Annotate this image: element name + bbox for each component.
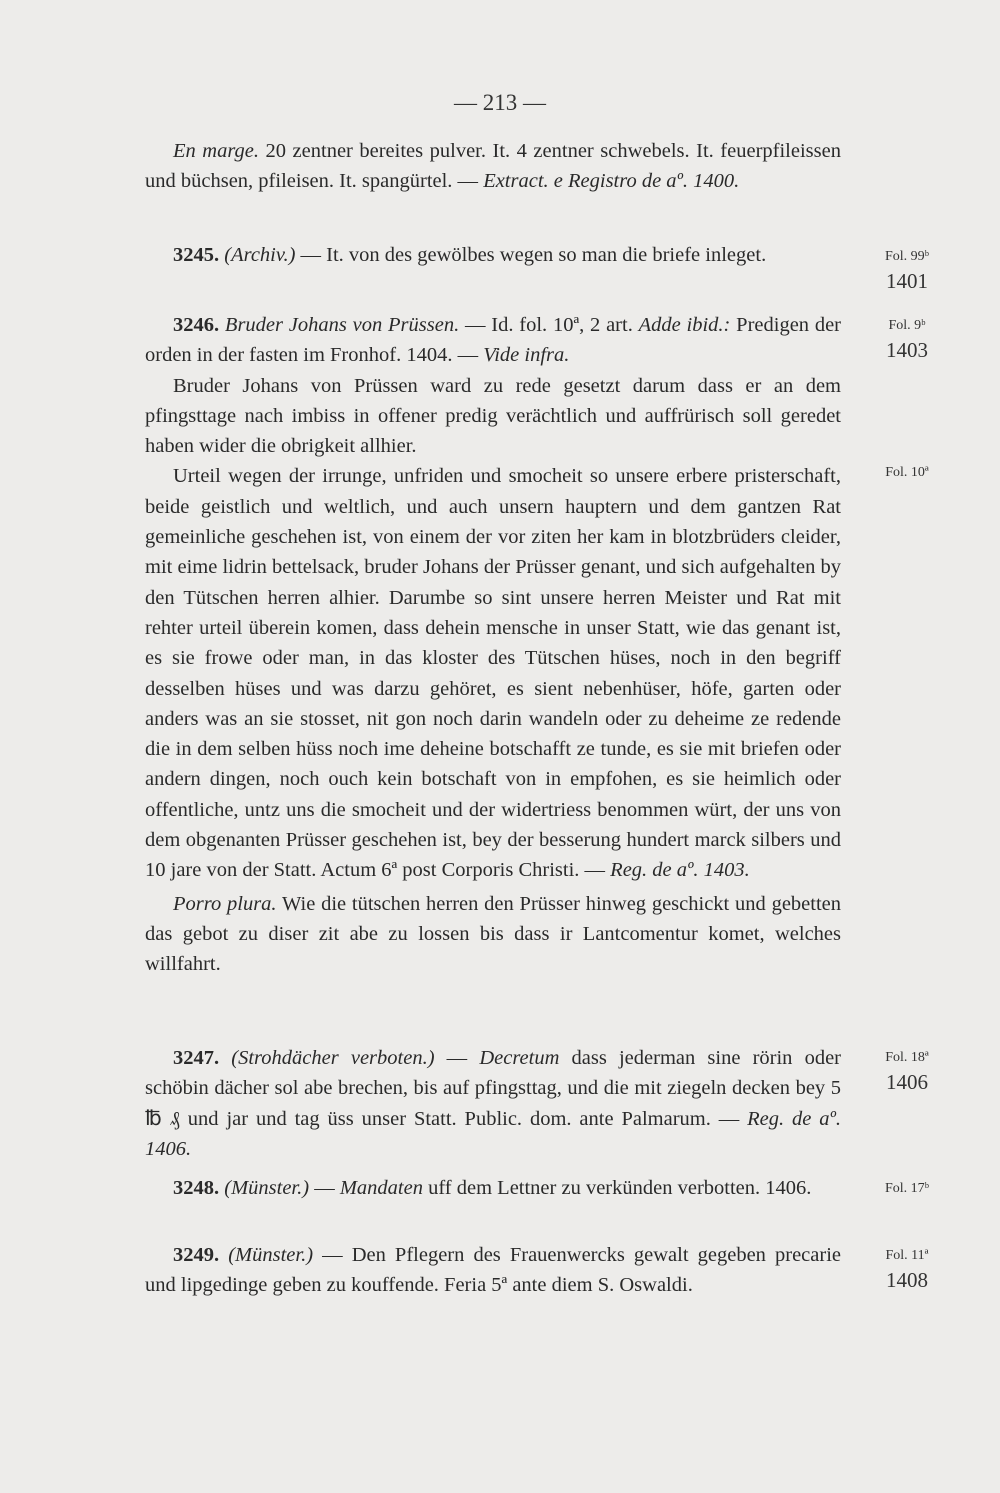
margin-note-3248 (852, 1181, 962, 1197)
year-note: 1406 (886, 1070, 928, 1094)
folio-ref: Fol. 99ᵇ (884, 249, 929, 264)
entry-title: (Münster.) (228, 1244, 314, 1266)
entry-title: (Münster.) (224, 1177, 310, 1199)
year-note: 1401 (886, 269, 928, 293)
entry-body: dass jederman sine rörin oder schöbin dächer sol abe brechen, bis auf pfingsttag, und die mit ziegeln decken bey 5 ℔ ₰ und jar und tag üss unser Statt. Public. dom. ante Palmarum. — (145, 1047, 841, 1130)
entry-number: 3248. (173, 1177, 220, 1199)
entry-3245-text (145, 240, 841, 270)
entry-title: (Strohdächer verboten.) (231, 1047, 435, 1069)
entry-source: Reg. de aº. 1406. (145, 1107, 842, 1160)
entry-3246-para2: Bruder Johans von Prüssen ward zu rede gesetzt darum dass er an dem pfingsttage nach imbiss in offener predig verächtlich und auffrürisch soll geredet haben wider die obrigkeit allhier. (145, 374, 841, 458)
entry-number: 3249. (173, 1244, 220, 1266)
mandaten-word: Mandaten (339, 1177, 423, 1199)
margin-note-3246-b (852, 465, 962, 481)
porro-text: Wie die tütschen herren den Prüsser hinweg geschickt und gebetten das gebot zu diser zit abe zu lossen bis dass ir Lantcomentur komet, welches willfahrt. (145, 892, 842, 976)
entry-number: 3247. (173, 1047, 220, 1069)
folio-ref: Fol. 17ᵇ (884, 1181, 929, 1196)
margin-note-3247 (852, 1050, 962, 1094)
entry-body: — Id. fol. 10ª, 2 art. (459, 314, 639, 336)
entry-dash: — (434, 1047, 480, 1069)
year-note: 1408 (886, 1268, 928, 1292)
marge-paragraph (145, 136, 841, 197)
folio-ref: Fol. 11ª (885, 1248, 929, 1263)
folio-ref: Fol. 10ª (885, 465, 929, 480)
margin-note-3249 (852, 1248, 962, 1292)
entry-3247-text (145, 1043, 841, 1164)
urteil-source: Reg. de aº. 1403. (610, 859, 750, 882)
entry-3246-para3 (145, 461, 841, 885)
entry-3248-text (145, 1173, 841, 1203)
entry-3246 (145, 310, 841, 980)
entry-number: 3245. (173, 244, 220, 266)
folio-ref: Fol. 9ᵇ (888, 318, 926, 333)
entry-dash: — (309, 1177, 340, 1199)
marge-source: Extract. e Registro de aº. 1400. (483, 170, 740, 193)
entry-3249 (145, 1240, 841, 1301)
entry-3249-text (145, 1240, 841, 1301)
margin-note-3246 (852, 318, 962, 362)
marge-text: 20 zentner bereites pulver. It. 4 zentner schwebels. It. feuerpfileissen und büchsen, pfileisen. It. spangürtel. — (145, 140, 841, 193)
porro-label: Porro plura. (173, 892, 277, 915)
urteil-text: Urteil wegen der irrunge, unfriden und smocheit so unsere erbere pristerschaft, beide geistlich und weltlich, und auch unsern hauptern und dem gantzen Rat gemeinliche geschehen ist, von einem der vor ziten her kam in blotzbrüders cleider, mit eime lidrin bettelsack, bruder Johans der Prüsser genant, und sich aufgehalten by den Tütschen herren alhier. Darumbe so sint unsere herren Meister und Rat mit rehter urteil überein komen, dass dehein mensche in unser Statt, wie das genant ist, es sie frowe oder man, in das kloster des Tütschen hüses, noch in den begriff desselben hüses und was darzu gehöret, es sient nebenhüser, höfe, garten oder anders was an sie stosset, nit gon noch darin wandeln oder zu deheime ze redende die in dem selben hüss noch ime deheine botschafft ze tunde, es sie mit briefen oder andern dingen, noch ouch kein botschaft von in empfohen, es sie heimlich oder offentliche, untz uns die smocheit und der widertriess benommen würt, der uns von dem obgenanten Prüsser geschehen ist, bey der besserung hundert marck silbers und 10 jare von der Statt. Actum 6ª post Corporis Christi. — (145, 465, 841, 882)
entry-3247 (145, 1043, 841, 1164)
entry-3248 (145, 1173, 841, 1203)
vide-infra: Vide infra. (483, 344, 570, 367)
page-number: — 213 — (454, 90, 546, 115)
entry-3246-porro (145, 889, 841, 980)
entry-title: (Archiv.) (224, 244, 296, 266)
entry-3245 (145, 240, 841, 270)
entry-body: — Den Pflegern des Frauenwercks gewalt gegeben precarie und lipgedinge geben zu kouffende. Feria 5ª ante diem S. Oswaldi. (145, 1244, 841, 1297)
entry-body: — It. von des gewölbes wegen so man die briefe inleget. (295, 244, 767, 266)
adde-ibid: Adde ibid.: (638, 314, 731, 336)
entry-title: Bruder Johans von Prüssen. (224, 314, 460, 336)
marge-label: En marge. (173, 140, 260, 162)
year-note: 1403 (886, 338, 928, 362)
entry-number: 3246. (173, 314, 220, 336)
entry-body: uff dem Lettner zu verkünden verbotten. 1406. (422, 1177, 812, 1199)
entry-body-2: Predigen der orden in der fasten im Fronhof. 1404. — (145, 314, 842, 367)
entry-marge (145, 136, 841, 197)
entry-3246-head (145, 310, 841, 371)
decretum-word: Decretum (479, 1047, 560, 1069)
margin-note-3245 (852, 249, 962, 293)
folio-ref: Fol. 18ª (885, 1050, 929, 1065)
